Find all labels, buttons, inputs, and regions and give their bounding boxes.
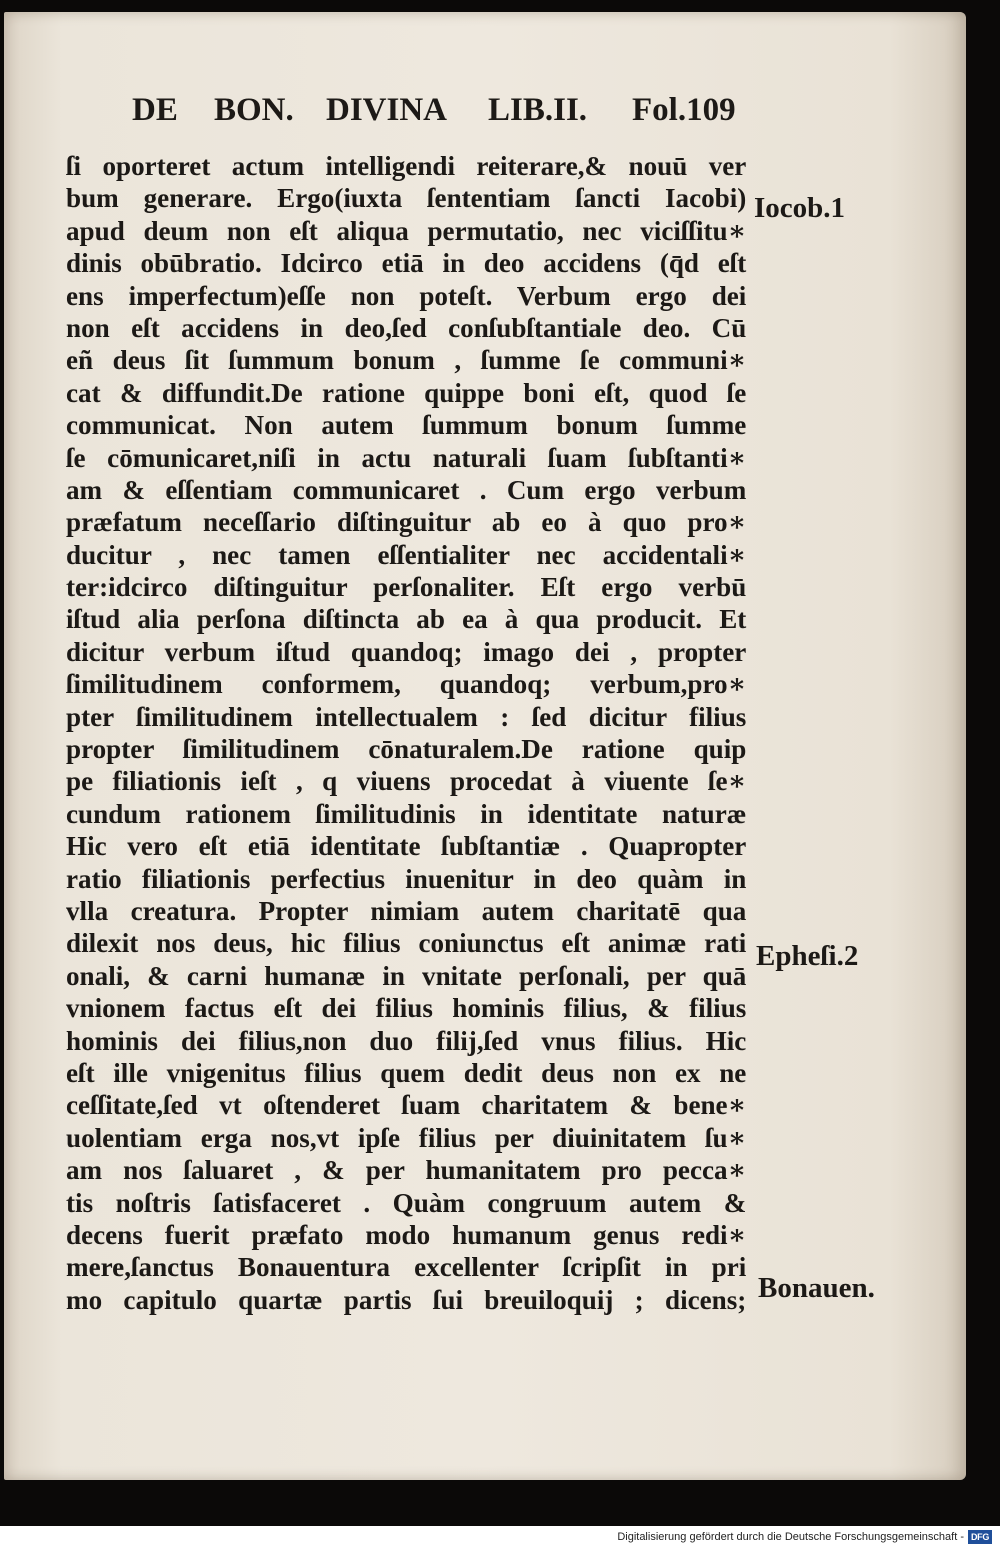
text-line: hominis dei filius,non duo filij,ſed vnus filius. Hic (66, 1024, 747, 1056)
text-line: Hic vero eſt etiā identitate ſubſtantiæ . Quapropter (66, 830, 747, 862)
text-line: cat & diffundit.De ratione quippe boni eſt, quod ſe (66, 376, 747, 408)
running-head (132, 92, 742, 136)
text-line: dinis obūbratio. Idcirco etiā in deo accidens (q̄d eſt (66, 247, 747, 279)
text-line: pter ſimilitudinem intellectualem : ſed dicitur filius (66, 700, 747, 732)
text-line: iſtud alia perſona diſtincta ab ea à qua producit. Et (66, 603, 747, 635)
text-line: communicat. Non autem ſummum bonum ſumme (66, 409, 747, 441)
text-line: ſe cōmunicaret,niſi in actu naturali ſuam ſubſtanti∗ (66, 441, 747, 473)
text-line: cundum rationem ſimilitudinis in identitate naturæ (66, 797, 747, 829)
text-line: non eſt accidens in deo,ſed conſubſtantiale deo. Cū (66, 311, 747, 343)
text-line: mo capitulo quartæ partis ſui breuiloquij ; dicens; (66, 1283, 747, 1315)
text-line: apud deum non eſt aliqua permutatio, nec viciſſitu∗ (66, 214, 747, 246)
margin-note-iacob: Iocob.1 (754, 192, 846, 224)
text-line: vnionem factus eſt dei filius hominis filius, & filius (66, 992, 747, 1024)
text-line: propter ſimilitudinem cōnaturalem.De ratione quip (66, 733, 747, 765)
running-head-word: BON. (214, 92, 294, 128)
dfg-logo: DFG (968, 1530, 992, 1544)
text-line: dicitur verbum iſtud quandoq; imago dei , propter (66, 635, 747, 667)
text-line: ens imperfectum)eſſe non poteſt. Verbum ergo dei (66, 279, 747, 311)
body-text (66, 150, 756, 1316)
text-line: am & eſſentiam communicaret . Cum ergo verbum (66, 473, 747, 505)
text-line: ſi oporteret actum intelligendi reiterare,& nouū ver (66, 150, 747, 181)
text-line: onali, & carni humanæ in vnitate perſonali, per quā (66, 959, 747, 991)
running-head-word: LIB.II. (488, 92, 588, 128)
text-line: eñ deus ſit ſummum bonum , ſumme ſe communi∗ (66, 344, 747, 376)
text-line: vlla creatura. Propter nimiam autem charitatē qua (66, 894, 747, 926)
text-line: mere,ſanctus Bonauentura excellenter ſcripſit in pri (66, 1251, 747, 1283)
footer-bar (0, 1526, 1000, 1548)
running-head-word: DIVINA (326, 92, 448, 128)
funding-credit: Digitalisierung gefördert durch die Deutsche Forschungsgemeinschaft - (617, 1531, 964, 1543)
text-line: dilexit nos deus, hic filius coniunctus eſt animæ rati (66, 927, 747, 959)
text-line: præfatum neceſſario diſtinguitur ab eo à quo pro∗ (66, 506, 747, 538)
text-line: ceſſitate,ſed vt oſtenderet ſuam charitatem & bene∗ (66, 1089, 747, 1121)
text-line: bum generare. Ergo(iuxta ſententiam ſancti Iacobi) (66, 182, 747, 214)
margin-note-ephesi: Epheſi.2 (756, 940, 859, 972)
folio-number: Fol.109 (632, 92, 736, 128)
text-line: pe filiationis ieſt , q viuens procedat à viuente ſe∗ (66, 765, 747, 797)
text-line: uolentiam erga nos,vt ipſe filius per diuinitatem ſu∗ (66, 1121, 747, 1153)
text-line: ratio filiationis perfectius inuenitur in deo quàm in (66, 862, 747, 894)
text-line: ter:idcirco diſtinguitur perſonaliter. Eſt ergo verbū (66, 571, 747, 603)
text-line: eſt ille vnigenitus filius quem dedit deus non ex ne (66, 1056, 747, 1088)
text-line: am nos ſaluaret , & per humanitatem pro pecca∗ (66, 1154, 747, 1186)
text-line: tis noſtris ſatisfaceret . Quàm congruum autem & (66, 1186, 747, 1218)
text-line: ſimilitudinem conformem, quandoq; verbum,pro∗ (66, 668, 747, 700)
margin-note-bonauen: Bonauen. (758, 1272, 875, 1304)
text-line: decens fuerit præfato modo humanum genus redi∗ (66, 1218, 747, 1250)
running-head-word: DE (132, 92, 178, 128)
text-line: ducitur , nec tamen eſſentialiter nec accidentali∗ (66, 538, 747, 570)
